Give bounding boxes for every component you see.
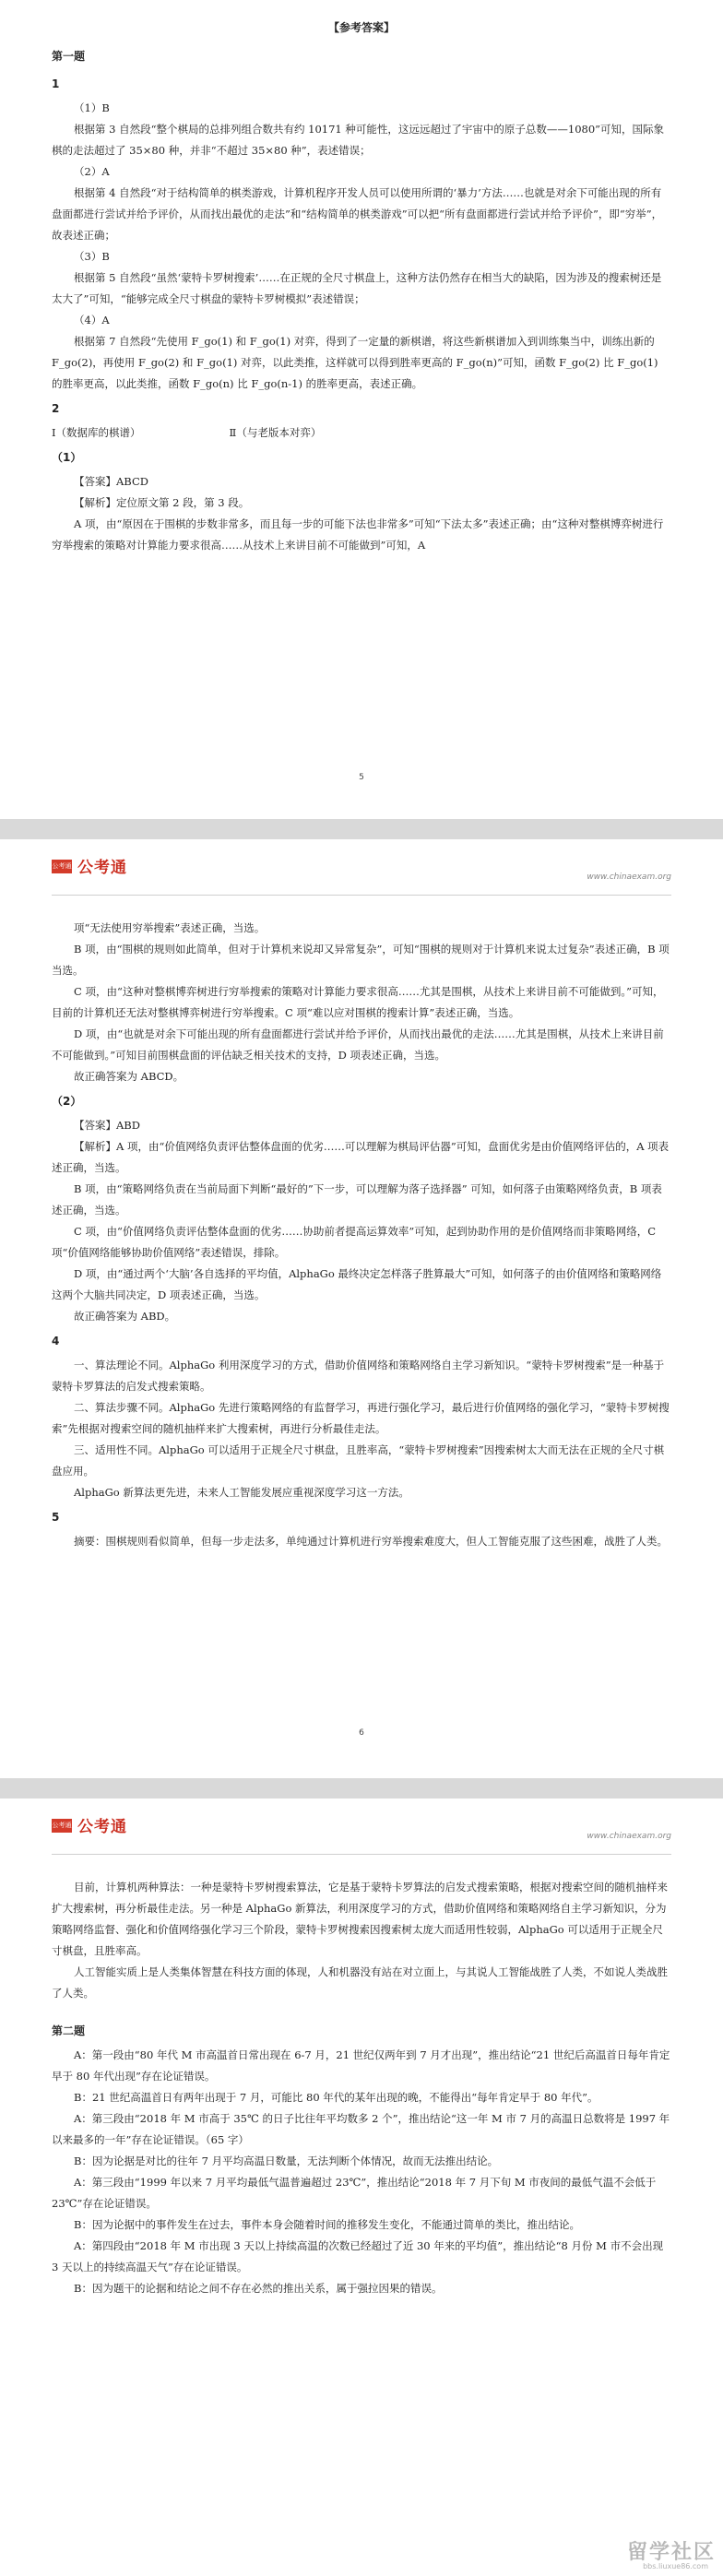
answer-line: （3）B	[74, 250, 110, 263]
item-number: （1）	[52, 451, 82, 464]
explanation-paragraph: A：第三段由“2018 年 M 市高于 35℃ 的日子比往年平均数多 2 个”，推出结论“这一年 M 市 7 月的高温日总数将是 1997 年以来最多的一年”存在论证错误。（65 字）	[52, 2112, 670, 2146]
explanation-paragraph: 根据第 5 自然段“虽然‘蒙特卡罗树搜索’……在正规的全尺寸棋盘上，这种方法仍然存在相当大的缺陷，因为涉及的搜索树还是太大了”可知，“能够完成全尺寸棋盘的蒙特卡罗树模拟”表述错误；	[52, 271, 662, 305]
explanation-paragraph: 二、算法步骤不同。AlphaGo 先进行策略网络的有监督学习，再进行强化学习，最后进行价值网络的强化学习，“蒙特卡罗树搜索”先根据对搜索空间的随机抽样来扩大搜索树，再进行分析最佳走法。	[52, 1401, 670, 1435]
answer-line: （4）A	[74, 314, 110, 326]
explanation-paragraph: C 项，由“价值网络负责评估整体盘面的优劣……协助前者提高运算效率”可知，起到协助作用的是价值网络而非策略网络，C 项“价值网络能够协助价值网络”表述错误，排除。	[52, 1225, 657, 1259]
question-heading-2: 第二题	[52, 2024, 86, 2037]
brand-name: 公考通	[77, 1818, 127, 1836]
explanation-paragraph: 人工智能实质上是人类集体智慧在科技方面的体现，人和机器没有站在对立面上，与其说人工智能战胜了人类，不如说人类战胜了人类。	[52, 1965, 668, 2000]
item-number: 1	[52, 77, 60, 90]
explanation-paragraph: 三、适用性不同。AlphaGo 可以适用于正规全尺寸棋盘，且胜率高，“蒙特卡罗树搜索”因搜索树太大而无法在正规的全尺寸棋盘应用。	[52, 1443, 665, 1478]
page-header	[52, 839, 671, 896]
explanation-paragraph: D 项，由“通过两个‘大脑’各自选择的平均值，AlphaGo 最终决定怎样落子胜算最大”可知，如何落子的由价值网络和策略网络这两个大脑共同决定，D 项表述正确，当选。	[52, 1267, 662, 1301]
item-number: 2	[52, 402, 60, 415]
explanation-paragraph: 根据第 3 自然段“整个棋局的总排列组合数共有约 10171 种可能性，这远远超过了宇宙中的原子总数——1080”可知，国际象棋的走法超过了 35×80 种，并非“不超过 35×80 种”，表述错误；	[52, 123, 665, 157]
brand-name: 公考通	[77, 859, 127, 877]
answer-line: （2）A	[74, 165, 110, 178]
explanation-paragraph: B：因为题干的论据和结论之间不存在必然的推出关系，属于强拉因果的错误。	[74, 2282, 443, 2295]
analysis-line: 【解析】定位原文第 2 段，第 3 段。	[74, 496, 250, 509]
watermark-logo: 留学社区	[626, 2541, 716, 2564]
explanation-paragraph: B 项，由“围棋的规则如此简单，但对于计算机来说却又异常复杂”，可知“围棋的规则对于计算机来说太过复杂”表述正确，B 项当选。	[52, 943, 670, 977]
explanation-paragraph: A：第一段由“80 年代 M 市高温首日常出现在 6-7 月，21 世纪仅两年到 7 月才出现”，推出结论“21 世纪后高温首日每年肯定早于 80 年代出现”存在论证错误。	[52, 2048, 670, 2083]
answer-col-2: Ⅱ（与老版本对弈）	[229, 426, 322, 439]
page-header	[52, 1798, 671, 1855]
answer-line: （1）B	[74, 101, 110, 114]
explanation-paragraph: 一、算法理论不同。AlphaGo 利用深度学习的方式，借助价值网络和策略网络自主学习新知识。“蒙特卡罗树搜索”是一种基于蒙特卡罗算法的启发式搜索策略。	[52, 1359, 665, 1393]
item-number: （2）	[52, 1095, 82, 1108]
page-divider	[0, 1778, 723, 1798]
explanation-paragraph: D 项，由“也就是对余下可能出现的所有盘面都进行尝试并给予评价，从而找出最优的走法……尤其是围棋，从技术上来讲目前不可能做到。”可知目前围棋盘面的评估缺乏相关技术的支持，D 项表述正确，当选。	[52, 1027, 664, 1062]
answer-line: 【答案】ABCD	[74, 475, 148, 488]
two-column-answer	[52, 422, 671, 444]
brand-logo: 公考通	[52, 860, 72, 873]
page-number: 6	[359, 1728, 364, 1738]
explanation-paragraph: A：第四段由“2018 年 M 市出现 3 天以上持续高温的次数已经超过了近 30 年来的平均值”，推出结论“8 月份 M 市不会出现 3 天以上的持续高温天气”存在论证错误。	[52, 2239, 664, 2273]
explanation-paragraph: 【解析】A 项，由“价值网络负责评估整体盘面的优劣……可以理解为棋局评估器”可知，盘面优劣是由价值网络评估的，A 项表述正确，当选。	[52, 1140, 670, 1174]
explanation-paragraph: A 项，由“原因在于围棋的步数非常多，而且每一步的可能下法也非常多”可知“下法太多”表述正确；由“这种对整棋博弈树进行穷举搜索的策略对计算能力要求很高……从技术上来讲目前不可能做到”可知，A	[52, 517, 664, 552]
document-page-2	[0, 839, 723, 1778]
document-page-1	[0, 0, 723, 819]
explanation-paragraph: 根据第 7 自然段“先使用 F_go(1) 和 F_go(1) 对弈，得到了一定量的新棋谱，将这些新棋谱加入到训练集当中，训练出新的 F_go(2)，再使用 F_go(2) 和 F_go(1) 对弈，以此类推，这样就可以得到胜率更高的 F_go(n)”可知，函数 F_go(2) 比 F_go(1) 的胜率更高，以此类推，函数 F_go(n) 比 F_go(n-1) 的胜率更高，表述正确。	[52, 335, 658, 390]
summary-paragraph: 摘要：围棋规则看似简单，但每一步走法多，单纯通过计算机进行穷举搜索难度大，但人工智能克服了这些困难，战胜了人类。	[74, 1535, 668, 1548]
answer-line: 【答案】ABD	[74, 1119, 140, 1132]
site-url: www.chinaexam.org	[587, 1832, 671, 1841]
item-number: 4	[52, 1335, 60, 1347]
explanation-paragraph: 根据第 4 自然段“对于结构简单的棋类游戏，计算机程序开发人员可以使用所谓的‘暴力’方法……也就是对余下可能出现的所有盘面都进行尝试并给予评价，从而找出最优的走法”和“结构简单的棋类游戏”可以把“所有盘面都进行尝试并给予评价”，即“穷举”，故表述正确；	[52, 186, 663, 242]
watermark-url: bbs.liuxue86.com	[643, 2562, 708, 2570]
site-url: www.chinaexam.org	[587, 873, 671, 882]
item-number: 5	[52, 1511, 60, 1524]
question-heading-1: 第一题	[52, 50, 86, 63]
explanation-paragraph: A：第三段由“1999 年以来 7 月平均最低气温普遍超过 23℃”，推出结论“2018 年 7 月下旬 M 市夜间的最低气温不会低于 23℃”存在论证错误。	[52, 2176, 657, 2210]
explanation-paragraph: AlphaGo 新算法更先进，未来人工智能发展应重视深度学习这一方法。	[74, 1486, 409, 1499]
explanation-paragraph: C 项，由“这种对整棋博弈树进行穷举搜索的策略对计算能力要求很高……尤其是围棋，从技术上来讲目前不可能做到。”可知，目前的计算机还无法对整棋博弈树进行穷举搜索。C 项“难以应对围棋的搜索计算”表述正确，当选。	[52, 985, 664, 1019]
answer-col-1: Ⅰ（数据库的棋谱）	[52, 426, 141, 439]
explanation-paragraph: B：21 世纪高温首日有两年出现于 7 月，可能比 80 年代的某年出现的晚，不能得出“每年肯定早于 80 年代”。	[74, 2091, 599, 2104]
answer-title: 【参考答案】	[327, 21, 395, 34]
conclusion-line: 故正确答案为 ABCD。	[74, 1070, 184, 1083]
explanation-paragraph: B：因为论据是对比的往年 7 月平均高温日数量，无法判断个体情况，故而无法推出结论。	[74, 2155, 499, 2167]
brand-logo: 公考通	[52, 1819, 72, 1833]
explanation-paragraph: 目前，计算机两种算法：一种是蒙特卡罗树搜索算法，它是基于蒙特卡罗算法的启发式搜索策略，根据对搜索空间的随机抽样来扩大搜索树，再分析最佳走法。另一种是 AlphaGo 新算法，利用深度学习的方式，借助价值网络和策略网络自主学习新知识，分为策略网络监督、强化和价值网络强化学习三个阶段，蒙特卡罗树搜索因搜索树太庞大而适用性较弱，AlphaGo 可以适用于正规全尺寸棋盘，且胜率高。	[52, 1881, 668, 1957]
explanation-paragraph: 项“无法使用穷举搜索”表述正确，当选。	[74, 921, 266, 934]
page-divider	[0, 819, 723, 839]
page-number: 5	[359, 773, 364, 782]
explanation-paragraph: B：因为论据中的事件发生在过去，事件本身会随着时间的推移发生变化，不能通过简单的类比，推出结论。	[74, 2218, 580, 2231]
explanation-paragraph: B 项，由“策略网络负责在当前局面下判断“最好的”下一步，可以理解为落子选择器” 可知，如何落子由策略网络负责，B 项表述正确，当选。	[52, 1182, 662, 1217]
conclusion-line: 故正确答案为 ABD。	[74, 1310, 176, 1323]
document-page-3	[0, 1798, 723, 2576]
